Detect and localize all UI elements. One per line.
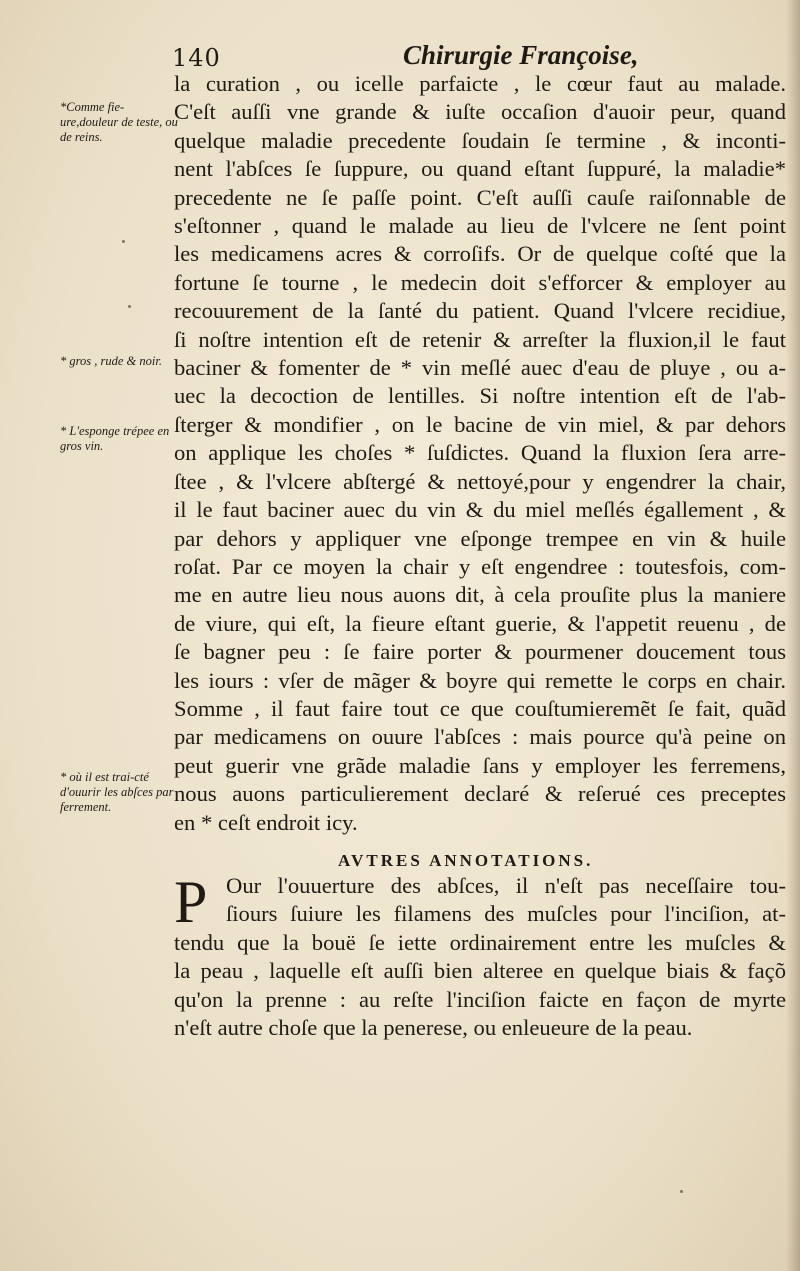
text-line: recouurement de la ſanté du patient. Quand l'vlcere recidiue, [174, 298, 786, 324]
annotation-paragraph [174, 869, 786, 1042]
text-line: les medicamens acres & corroſifs. Or de quelque coſté que la [174, 241, 786, 267]
text-line: ſi noſtre intention eſt de retenir & arreſter la fluxion,il le faut [174, 326, 786, 352]
annotation-line: la peau , laquelle eſt auſſi bien alteree en quelque biais & façõ [174, 958, 786, 984]
text-line: par medicamens on ouure l'abſces : mais pource qu'à peine on [174, 724, 786, 750]
ink-speck [680, 1190, 683, 1193]
text-line: fortune ſe tourne , le medecin doit s'efforcer & employer au [174, 269, 786, 295]
text-line: baciner & fomenter de * vin meſlé auec d'eau de pluye , ou a- [174, 355, 786, 381]
text-line: en * ceſt endroit icy. [174, 809, 358, 835]
main-paragraph [174, 70, 786, 837]
ink-speck [122, 240, 125, 243]
annotation-line: Our l'ouuerture des abſces, il n'eſt pas neceſſaire tou- [226, 873, 786, 898]
text-line: quelque maladie precedente ſoudain ſe termine , & inconti- [174, 127, 786, 153]
text-line: nous auons particulierement declaré & reſerué ces preceptes [174, 781, 786, 807]
margin-note: *Comme fie-ure,douleur de teste, ou de reins. [60, 100, 178, 144]
text-line: Somme , il faut faire tout ce que couſtumieremẽt ſe fait, quãd [174, 695, 786, 721]
text-line: on applique les choſes * ſuſdictes. Quand la fluxion ſera arre- [174, 440, 786, 466]
margin-note: * gros , rude & noir. [60, 354, 162, 368]
margin-note: * L'esponge trépee en gros vin. [60, 424, 170, 453]
drop-cap: P [174, 869, 208, 935]
page-edge-shadow [786, 0, 800, 1271]
text-line: precedente ne ſe paſſe point. C'eſt auſſi cauſe raiſonnable de [174, 184, 786, 210]
text-line: me en autre lieu nous auons dit, à cela prouſite plus la maniere [174, 582, 786, 608]
annotation-line: n'eſt autre choſe que la penerese, ou enleueure de la peau. [174, 1015, 693, 1041]
ink-speck [128, 305, 131, 308]
text-line: les iours : vſer de mãger & boyre qui remette le corps en chair. [174, 667, 786, 693]
section-heading: AVTRES ANNOTATIONS. [338, 851, 594, 870]
text-line: peut guerir vne grãde maladie ſans y employer les ferremens, [174, 752, 786, 778]
text-line: uec la decoction de lentilles. Si noſtre intention eſt de l'ab- [174, 383, 786, 409]
text-line: ſtee , & l'vlcere abſtergé & nettoyé,pour y engendrer la chair, [174, 468, 786, 494]
text-line: roſat. Par ce moyen la chair y eſt engendree : toutesfois, com- [174, 553, 786, 579]
page-number: 140 [172, 44, 221, 72]
text-line: s'eſtonner , quand le malade au lieu de l'vlcere ne ſent point [174, 213, 786, 239]
annotation-line: tendu que la bouë ſe iette ordinairement entre les muſcles & [174, 929, 786, 955]
text-line: par dehors y appliquer vne eſponge trempee en vin & huile [174, 525, 786, 551]
text-line: C'eſt auſſi vne grande & iuſte occaſion d'auoir peur, quand [174, 99, 786, 125]
margin-note: * où il est trai-cté d'ouurir les abſces par ferrement. [60, 770, 174, 814]
annotation-line: ſiours ſuiure les filamens des muſcles pour l'inciſion, at- [226, 901, 786, 927]
annotation-line: qu'on la prenne : au reſte l'inciſion faicte en façon de myrte [174, 986, 786, 1012]
text-line: de viure, qui eſt, la fieure eſtant guerie, & l'appetit reuenu , de [174, 610, 786, 636]
running-title: Chirurgie Françoise, [403, 40, 639, 70]
text-line: ſterger & mondifier , on le bacine de vin miel, & par dehors [174, 411, 786, 437]
text-line: nent l'abſces ſe ſuppure, ou quand eſtant ſuppuré, la maladie* [174, 156, 786, 182]
text-line: il le faut baciner auec du vin & du miel meſlés égallement , & [174, 497, 786, 523]
text-line: la curation , ou icelle parfaicte , le cœur faut au malade. [174, 71, 786, 96]
text-line: ſe bagner peu : ſe faire porter & pourmener doucement tous [174, 639, 786, 665]
